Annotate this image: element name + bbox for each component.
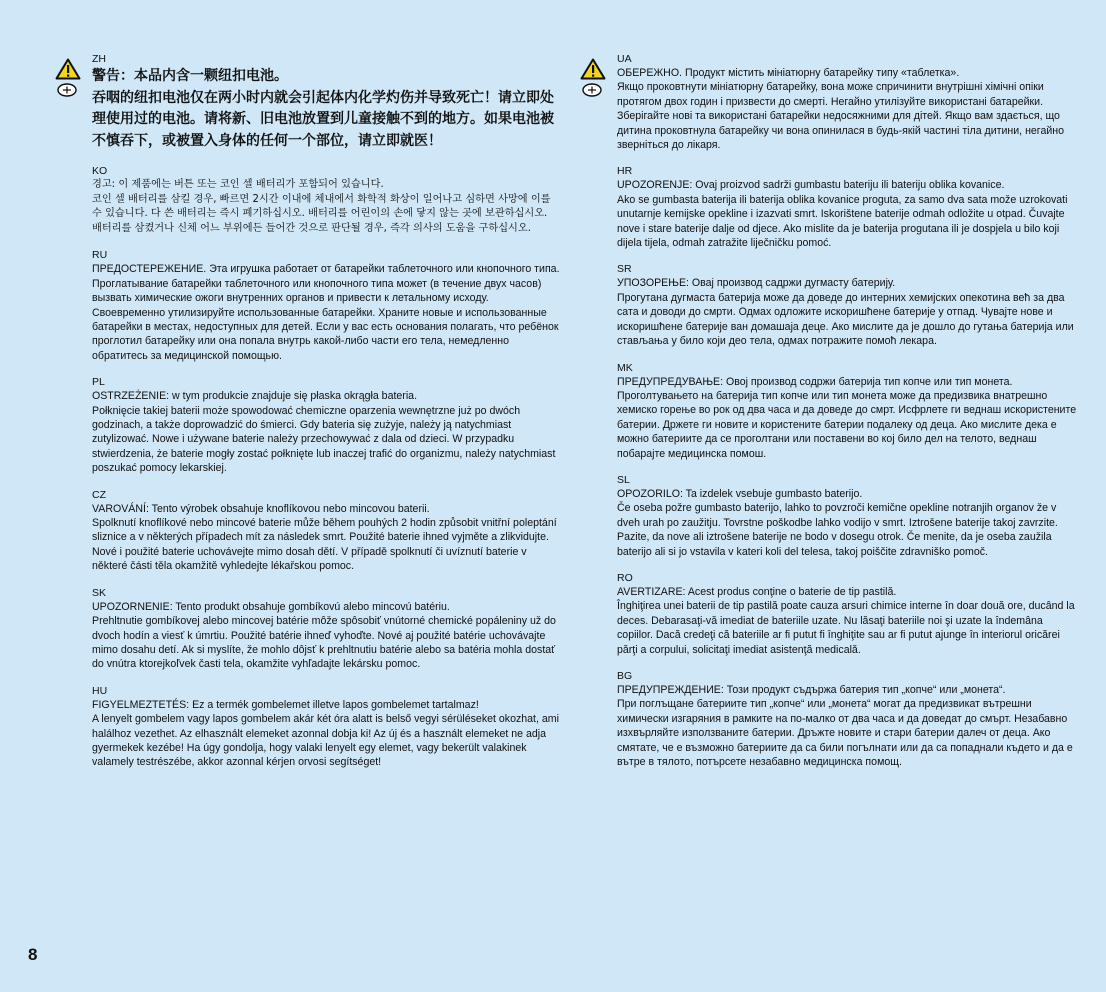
warning-text: Прогутана дугмаста батерија може да доведе до интерних хемијских опекотина већ за два сата и доводи до смрти. Одмах одложите искоришћене батерије у отпад. Чувајте нове и искоришћене батерије ван домашаја деце. Ако мислите да је дошло до гутања батерија или стављања у било који део тела, одмах потражите помоћ лекара. xyxy=(617,291,1074,348)
warning-title: УПОЗОРЕЊЕ: Овај производ садржи дугмасту батерију. xyxy=(617,277,896,290)
section-ua xyxy=(617,52,1079,152)
section-ko xyxy=(92,164,560,236)
page-number: 8 xyxy=(28,945,38,964)
warning-text: 코인 셀 배터리를 삼킬 경우, 빠르면 2시간 이내에 체내에서 화학적 화상이 일어나고 심하면 사망에 이를 수 있습니다. 다 쓴 배터리는 즉시 폐기하십시오. 배터리를 어린이의 손에 닿지 않는 곳에 보관하십시오. 배터리를 삼켰거나 신체 어느 부위에든 들어간 것으로 판단될 경우, 즉각 의사의 도움을 구하십시오. xyxy=(92,193,551,234)
warning-icons-right xyxy=(580,58,606,98)
warning-text: Połknięcie takiej baterii może spowodować chemiczne oparzenia wewnętrzne już po dwóch godzinach, a także doprowadzić do śmierci. Gdy bateria się zużyje, należy ją natychmiast zutylizować. Nowe i używane baterie należy przechowywać z dala od dzieci. W przypadku stwierdzenia, że baterie mogły zostać połknięte lub inaczej trafić do organizmu, należy natychmiast poszukać pomocy lekarskiej. xyxy=(92,404,556,475)
coin-battery-icon xyxy=(55,82,81,98)
language-code: CZ xyxy=(92,488,106,501)
warning-title: ОБЕРЕЖНО. Продукт містить мініатюрну батарейку типу «таблетка». xyxy=(617,67,960,79)
warning-triangle-icon xyxy=(580,58,606,80)
language-code: MK xyxy=(617,361,633,374)
section-ro xyxy=(617,571,1079,657)
section-cz xyxy=(92,488,560,574)
section-bg xyxy=(617,669,1079,769)
language-code: HR xyxy=(617,165,633,178)
warning-title: VAROVÁNÍ: Tento výrobek obsahuje knoflíkovou nebo mincovou baterii. xyxy=(92,502,430,515)
language-code: PL xyxy=(92,376,105,389)
warning-icons-left xyxy=(55,58,81,98)
warning-title: ПРЕДОСТЕРЕЖЕНИЕ. Эта игрушка работает от батарейки таблеточного или кнопочного типа. xyxy=(92,263,560,276)
warning-text: При поглъщане батериите тип „копче“ или „монета“ могат да предизвикат вътрешни химически изгаряния в рамките на по-малко от два часа и да доведат до смърт. Незабавно изхвърляйте използваните батерии. Дръжте новите и стари батерии далеч от деца. Ако смятате, че е възможно батериите да са били погълнати или да са попаднали където и да е вътре в тялото, потърсете незабавно медицинска помощ. xyxy=(617,698,1073,769)
warning-title: 警告：本品内含一颗纽扣电池。 xyxy=(92,68,288,84)
section-pl xyxy=(92,375,560,475)
language-code: UA xyxy=(617,53,632,65)
coin-battery-icon xyxy=(580,82,606,98)
right-column xyxy=(617,52,1079,781)
warning-title: ПРЕДУПРЕЖДЕНИЕ: Този продукт съдържа батерия тип „копче“ или „монета“. xyxy=(617,684,1006,696)
warning-title: OPOZORILO: Ta izdelek vsebuje gumbasto baterijo. xyxy=(617,487,863,500)
warning-text: Проглатывание батарейки таблеточного или кнопочного типа может (в течение двух часов) вызвать химические ожоги внутренних органов и привести к летальному исходу. Своевременно утилизируйте использованные батарейки. Храните новые и использованные батарейки в местах, недоступных для детей. Если у вас есть основания полагать, что ребёнок проглотил батарейку или она попала внутрь какой-либо части его тела, немедленно обратитесь за медицинской помощью. xyxy=(92,277,559,362)
warning-title: UPOZORNENIE: Tento produkt obsahuje gombíkovú alebo mincovú batériu. xyxy=(92,600,450,613)
language-code: RO xyxy=(617,571,633,584)
warning-text: 吞咽的纽扣电池仅在两小时内就会引起体内化学灼伤并导致死亡！请立即处理使用过的电池。请将新、旧电池放置到儿童接触不到的地方。如果电池被不慎吞下，或被置入身体的任何一个部位，请立即就医！ xyxy=(92,89,554,149)
warning-text: Prehltnutie gombíkovej alebo mincovej batérie môže spôsobiť vnútorné chemické popáleniny už do dvoch hodín a viesť k úmrtiu. Použité batérie ihneď vyhoďte. Nové aj použité batérie uchovávajte mimo dosahu detí. Ak si myslíte, že mohlo dôjsť k prehltnutiu batérie alebo sa batéria mohla dostať do vnútra ktorejkoľvek časti tela, okamžite vyhľadajte lekársku pomoc. xyxy=(92,615,556,671)
warning-text: Проголтувањето на батерија тип копче или тип монета може да предизвика внатрешно хемиско горење во рок од два часа и да доведе до смрт. Исфрлете ги веднаш искористените батерии. Држете ги новите и користените батерии подалеку од деца. Ако мислите дека е можно батериите да се проголтани или поставени во кој било дел на телото, веднаш побарајте медицинска помош. xyxy=(617,389,1077,460)
warning-title: AVERTIZARE: Acest produs conţine o baterie de tip pastilă. xyxy=(617,585,897,598)
language-code: BG xyxy=(617,670,633,682)
language-code: SK xyxy=(92,586,107,599)
language-code: HU xyxy=(92,684,108,697)
warning-text: Spolknutí knoflíkové nebo mincové baterie může během pouhých 2 hodin způsobit vnitřní poleptání sliznice a v některých případech mít za následek smrt. Použité baterie ihned vyjměte a zlikvidujte. Nové i použité baterie uchovávejte mimo dosah dětí. V případě spolknutí či uvíznutí baterie v některé části těla okamžitě vyhledejte lékařskou pomoc. xyxy=(92,517,557,573)
warning-text: Якщо проковтнути мініатюрну батарейку, вона може спричинити внутрішні хімічні опіки протягом двох годин і призвести до смерті. Негайно утилізуйте використані батарейки. Зберігайте нові та використані батарейки недосяжними для дітей. Якщо вам здається, що дитина проковтнула батарейку чи вона опинилася в будь-якій частині тіла дитини, негайно зверніться до лікаря. xyxy=(617,81,1064,152)
warning-text: Če oseba požre gumbasto baterijo, lahko to povzroči kemične opekline notranjih organov že v dveh urah po zaužitju. Tovrstne poškodbe lahko vodijo v smrt. Iztrošene baterije takoj zavrzite. Pazite, da nove ali iztrošene baterije ne bodo v dosegu otrok. Če menite, da je oseba zaužila baterijo ali si jo vstavila v kateri koli del telesa, takoj poiščite zdravniško pomoč. xyxy=(617,502,1058,558)
section-zh xyxy=(92,52,560,152)
section-hu xyxy=(92,684,560,770)
section-sk xyxy=(92,586,560,672)
warning-title: 경고: 이 제품에는 버튼 또는 코인 셀 배터리가 포함되어 있습니다. xyxy=(92,179,384,190)
left-column xyxy=(92,52,560,782)
section-ru xyxy=(92,248,560,363)
language-code: SL xyxy=(617,473,630,486)
warning-title: UPOZORENJE: Ovaj proizvod sadrži gumbastu bateriju ili bateriju oblika kovanice. xyxy=(617,179,1005,192)
warning-text: Înghiţirea unei baterii de tip pastilă poate cauza arsuri chimice interne în doar două ore, ducând la deces. Debarasaţi-vă imediat de bateriile uzate. Nu lăsaţi bateriile noi şi uzate la îndemâna copiilor. Dacă credeţi că bateriile ar fi putut fi înghiţite sau ar fi putut ajunge în interiorul oricărei părţi a corpului, solicitaţi imediat asistenţă medicală. xyxy=(617,600,1075,656)
warning-text: Ako se gumbasta baterija ili baterija oblika kovanice proguta, za samo dva sata može uzrokovati unutarnje kemijske opekline i izazvati smrt. Iskorištene baterije odmah odložite u otpad. Čuvajte nove i stare baterije dalje od djece. Ako mislite da je baterija progutana ili je dospjela u bilo koji dijela tijela, odmah zatražite liječničku pomoć. xyxy=(617,193,1068,250)
language-code: RU xyxy=(92,249,108,262)
warning-title: FIGYELMEZTETÉS: Ez a termék gombelemet illetve lapos gombelemet tartalmaz! xyxy=(92,698,479,711)
language-code: ZH xyxy=(92,53,106,65)
warning-title: OSTRZEŻENIE: w tym produkcie znajduje się płaska okrągła bateria. xyxy=(92,390,418,403)
language-code: SR xyxy=(617,263,632,276)
warning-text: A lenyelt gombelem vagy lapos gombelem akár két óra alatt is belső vegyi sérüléseket okozhat, ami halálhoz vezethet. Az elhasznált elemeket azonnal dobja ki! Az új és a használt elemeket ne adja gyermekek kezébe! Ha úgy gondolja, hogy valaki lenyelt egy elemet, vagy bekerült valakinek valamely testrészébe, akkor azonnal kérjen orvosi segítséget! xyxy=(92,713,559,769)
section-mk xyxy=(617,361,1079,461)
section-hr xyxy=(617,164,1079,250)
section-sl xyxy=(617,473,1079,559)
warning-title: ПРЕДУПРЕДУВАЊЕ: Овој производ содржи батерија тип копче или тип монета. xyxy=(617,375,1013,388)
language-code: KO xyxy=(92,165,108,177)
section-sr xyxy=(617,262,1079,348)
warning-triangle-icon xyxy=(55,58,81,80)
